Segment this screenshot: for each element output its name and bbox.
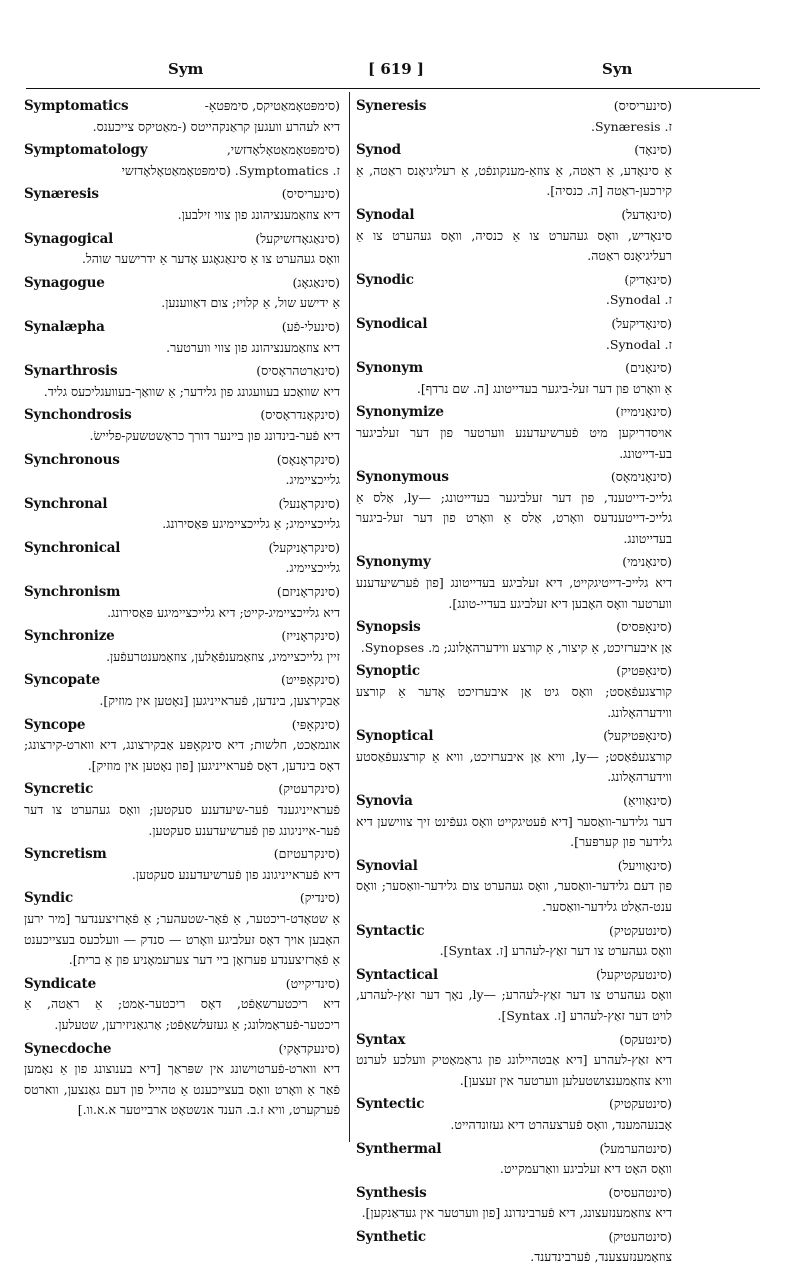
definition: וואָס געהערט צו אַ סינאַגאָגע אָדער אַ ידרישער שוהל. <box>81 251 340 267</box>
pronunciation: (סינאָד) <box>634 142 672 158</box>
entry-head <box>24 96 340 117</box>
definition: צוזאַמענזעצענד, פֿערבינדענד. <box>530 1249 672 1265</box>
entry-head <box>24 494 340 515</box>
definition: דיא גלייכציימיג-קייט; דיא גלייכציימיגע פּאַסירונג. <box>107 604 340 620</box>
dictionary-entry <box>356 1227 672 1268</box>
pronunciation: (סינאַרטהראָסיס) <box>256 363 340 379</box>
pronunciation: (סינקאָנדראָסיס) <box>260 407 340 423</box>
dictionary-entry <box>356 726 672 788</box>
entry-head <box>356 96 672 117</box>
entry-head <box>24 538 340 559</box>
pronunciation: (סינקראָנייז) <box>281 628 340 644</box>
headword: Syntactical <box>356 966 438 983</box>
entry-head <box>24 888 340 909</box>
dictionary-entry <box>356 358 672 399</box>
headword: Synopsis <box>356 619 421 636</box>
headword: Synod <box>356 142 401 159</box>
dictionary-entry <box>356 791 672 853</box>
definition: דיא פֿעראייניגונג פון פֿערשיעדענע סעקטען. <box>131 866 340 882</box>
definition: גלייכציימיג; אַ גלייכציימיגע פּאַסירונג. <box>162 516 340 532</box>
headword: Synchronical <box>24 539 121 556</box>
definition: דיא ווארט-פֿערטוישונג אין שפּראַך [דיא בענוצונג פון אַ נאָמען פֿאַר אַ וואָרט וואָס בעצייכענט אַ טהייל פון דעם גאַנצען, ווארטס פֿערקערט, וויא ז.ב. הענד אנשטאָט ארבייטער א.א.וו.] <box>24 1061 340 1118</box>
headword: Syncope <box>24 716 86 733</box>
pronunciation: (סינאָדיק) <box>624 271 672 287</box>
left-column <box>24 96 340 1156</box>
entry-head <box>356 1139 672 1160</box>
entry-head <box>24 626 340 647</box>
definition: גלייכ-דייטענד, פון דער זעלביגער בעדייטונג; —ly, אַלס אַ גלייכ-דייטענדעס וואָרט, אַלס אַ וואָרט פון דער זעל-ביגער בעדייטונג. <box>356 489 672 546</box>
pronunciation: (סינעקדאָקי) <box>278 1040 340 1056</box>
entry-head <box>24 450 340 471</box>
pronunciation: (סינאָפּסיס) <box>616 619 672 635</box>
dictionary-entry <box>24 184 340 225</box>
headword: Synoptic <box>356 663 420 680</box>
dictionary-entry <box>24 494 340 535</box>
pronunciation: (סינעריסיס) <box>613 98 672 113</box>
entry-head <box>356 140 672 161</box>
pronunciation: (סינטהערמעל) <box>599 1140 672 1156</box>
headword: Syntectic <box>356 1096 425 1113</box>
dictionary-entry <box>356 140 672 202</box>
dictionary-entry <box>356 205 672 267</box>
entry-head <box>356 661 672 682</box>
definition: דיא צוזאַמענציהונג פון צווי זילבען. <box>177 206 340 222</box>
entry-head <box>356 270 672 291</box>
dictionary-entry <box>24 974 340 1036</box>
entry-head <box>356 1030 672 1051</box>
definition: קורצגעפֿאַסט; וואָס גיט אַן איבערזיכט אָדער אַ קורצע ווידערהאָלונג. <box>356 684 672 720</box>
headword: Synodical <box>356 315 428 332</box>
pronunciation: (סינעריסיס) <box>281 186 340 202</box>
pronunciation: (סינטהעטיק) <box>608 1228 672 1244</box>
pronunciation: (סינדיק) <box>299 890 340 906</box>
pronunciation: (סימפּטאָמאַטיקס, סימפּטאָ- <box>204 98 340 113</box>
headword: Syncopate <box>24 672 100 689</box>
definition: אַ סינאָדע, אַ ראַטה, אַ צוזאַ-מענקונפֿט, אַ רעליגיאָנס ראַטה, אַ קירכען-ראַטה [ה. כנסיה]. <box>356 162 672 199</box>
headword: Synovia <box>356 793 413 809</box>
definition: דיא זאַץ-לעהרע [דיא אַבטהיילונג פון גראַמאַטיק וועלכע לערנט וויא צוזאַמענצושטעלען ווערטער אין זעצען]. <box>356 1052 672 1088</box>
definition: פֿעראייניגענד פֿער-שיעדענע סעקטען; וואָס געהערט צו דער פֿער-אייניגונג פון פֿערשיעדענע סעקטען. <box>24 802 340 838</box>
pronunciation: (סינאַגאָג) <box>292 274 340 290</box>
entry-head <box>24 1039 340 1060</box>
headword: Synonym <box>356 360 423 377</box>
definition: וואָס געהערט צו דער זאַץ-לעהרע; —ly, נאָך דער זאַץ-לעהרע, לויט דער זאַץ-לעהרע [ז. Syntax]. <box>356 987 672 1023</box>
pronunciation: (סינאָדיקעל) <box>611 315 672 331</box>
dictionary-entry <box>24 888 340 970</box>
dictionary-entry <box>356 965 672 1027</box>
entry-head <box>24 715 340 736</box>
pronunciation: (סינאָפּטיק) <box>616 663 672 679</box>
dictionary-entry <box>356 96 672 137</box>
dictionary-entry <box>356 1030 672 1092</box>
headword: Syntax <box>356 1031 406 1048</box>
dictionary-entry <box>24 1039 340 1121</box>
entry-head <box>356 791 672 812</box>
definition: דיא לעהרע וועגען קראַנקהייטס (-מאַטיקס צייכענס. <box>92 118 340 134</box>
entry-head <box>24 184 340 205</box>
definition: אַ שטאָדט-ריכטער, אַ פֿאָר-שטעהער; אַ פֿאָרזיצענדער [מיר ירען האָבען אויך דאָס זעלביגע וואָרט — סנדק — וועלכעס בעצייכענט אַ פֿאָרזיצענדע פערזאָן ביי דער צערעמאָניע פון אַ ברית]. <box>24 910 340 968</box>
definition: וואָס האָט דיא זעלביגע וואַרעמקייט. <box>499 1161 672 1177</box>
definition: גלייכציימיג. <box>285 560 340 576</box>
headword: Synarthrosis <box>24 363 118 380</box>
dictionary-entry <box>24 582 340 623</box>
entry-head <box>356 921 672 942</box>
pronunciation: (סינאָוויאַ) <box>623 793 672 808</box>
running-head-right: Syn <box>602 60 633 78</box>
pronunciation: (סינאָנימאָס) <box>610 469 672 485</box>
headword: Synalæpha <box>24 318 105 335</box>
pronunciation: (סינטהעסיס) <box>608 1184 672 1200</box>
dictionary-entry <box>356 661 672 723</box>
definition: דיא פֿער-בינדונג פון ביינער דורך כראַשטשעק-פליישׂ. <box>89 427 340 443</box>
pronunciation: (סינקראָניקעל) <box>268 539 340 555</box>
dictionary-entry <box>24 450 340 491</box>
entry-head <box>356 1094 672 1115</box>
entry-head <box>356 856 672 877</box>
dictionary-entry <box>356 552 672 614</box>
header-rule <box>26 88 760 89</box>
page-number: [ 619 ] <box>368 60 424 78</box>
dictionary-entry <box>356 314 672 355</box>
definition: דיא צוזאַמענזעצונג, דיא פֿערבינדונג [פון ווערטער אין געדאַנקען]. <box>361 1205 672 1221</box>
pronunciation: (סינאָנים) <box>625 360 672 376</box>
headword: Synthesis <box>356 1184 427 1201</box>
dictionary-entry <box>24 538 340 579</box>
entry-head <box>24 779 340 800</box>
headword: Synchronism <box>24 584 121 601</box>
pronunciation: (סינקראָנאָס) <box>276 451 340 467</box>
entry-head <box>24 974 340 995</box>
definition: אונמאַכט, חלשות; דיא סינקאָפּע אַבקירצונג, דיא ווארט-קירצונג; דאָס בינדען, דאָס פֿעראייניגען [פון נאָטען אין מוזיק]. <box>24 737 340 773</box>
dictionary-entry <box>356 617 672 658</box>
entry-head <box>24 670 340 691</box>
entry-head <box>356 467 672 488</box>
entry-head <box>356 965 672 986</box>
headword: Synthermal <box>356 1140 442 1157</box>
pronunciation: (סינקרעטיק) <box>278 781 340 797</box>
headword: Synchronize <box>24 628 115 645</box>
pronunciation: (סינאָפּטיקעל) <box>603 728 672 744</box>
dictionary-entry <box>24 626 340 667</box>
pronunciation: (סינטעקס) <box>619 1031 672 1047</box>
pronunciation: (סינאָנימי) <box>622 554 672 570</box>
headword: Symptomatics <box>24 98 129 114</box>
entry-head <box>356 552 672 573</box>
entry-head <box>24 405 340 426</box>
headword: Synodic <box>356 271 414 288</box>
entry-head <box>356 726 672 747</box>
pronunciation: (סימפּטאָמאַטאָלאָדזשי, <box>226 142 340 158</box>
pronunciation: (סינאַגאָדזשיקעל) <box>255 230 340 246</box>
headword: Syndicate <box>24 975 96 992</box>
dictionary-entry <box>24 670 340 711</box>
entry-head <box>356 402 672 423</box>
definition: זיין גלייכציימיג, צוזאַמענפֿאַלען, צוזאַמענטרעפֿען. <box>106 648 340 664</box>
definition: דיא שוואַכע בעוועגונג פון גלידער; אַ שוואַך-בעוועגליכעס גליד. <box>43 383 340 399</box>
dictionary-entry <box>356 921 672 962</box>
definition: ז. Synodal. <box>605 292 672 308</box>
right-column <box>356 96 672 1265</box>
column-divider <box>349 92 350 1142</box>
definition: קורצגעפֿאַסט; —ly, וויא אַן איבערזיכט, וויא אַ קורצגעפֿאַסטע ווידערהאָלונג. <box>356 748 672 785</box>
headword: Synagogue <box>24 274 105 291</box>
dictionary-entry <box>24 715 340 777</box>
entry-head <box>24 844 340 865</box>
entry-head <box>24 582 340 603</box>
pronunciation: (סינקאָפּייט) <box>280 672 340 688</box>
dictionary-entry <box>356 467 672 549</box>
definition: אַ ידישע שול, אַ קלויז; צום דאַווענען. <box>161 295 340 311</box>
pronunciation: (סינדיקייט) <box>285 975 340 991</box>
definition: פון דעם גלידער-וואַסער, וואָס געהערט צום גלידער-וואַסער; וואָס ענט-האַלט גלידער-וואַסער. <box>356 878 672 914</box>
definition: דיא צוזאַמענציהונג פון צווי ווערטער. <box>166 339 340 355</box>
definition: וואָס געהערט צו דער זאַץ-לעהרע [ז. Syntax]. <box>439 943 672 959</box>
definition: אויסדריקען מיט פֿערשיעדענע ווערטער פון דער זעלביגער בע-דייטונג. <box>356 424 672 461</box>
headword: Synodal <box>356 206 415 223</box>
definition: גלייכציימיג. <box>285 472 340 488</box>
headword: Syncretism <box>24 846 107 863</box>
dictionary-entry <box>356 270 672 311</box>
dictionary-entry <box>24 844 340 885</box>
dictionary-entry <box>24 779 340 841</box>
definition: ז. Synæresis. <box>590 118 672 134</box>
entry-head <box>356 1183 672 1204</box>
definition: סינאָדיש, וואָס געהערט צו אַ כנסיה, וואָס געהערט צו אַ רעליגיאָנס ראַטה. <box>356 227 672 264</box>
pronunciation: (סינטעקטיקעל) <box>596 966 672 982</box>
pronunciation: (סינקאָפּי) <box>291 716 340 732</box>
headword: Synchronous <box>24 451 120 468</box>
pronunciation: (סינעלי-פֿע) <box>281 318 340 334</box>
dictionary-entry <box>24 317 340 358</box>
headword: Synthetic <box>356 1228 426 1245</box>
dictionary-entry <box>356 1139 672 1180</box>
headword: Synovial <box>356 857 418 874</box>
definition: אַ וואָרט פון דער זעל-ביגער בעדייטונג [ה. שם נרדף]. <box>416 380 672 396</box>
pronunciation: (סינטעקטיק) <box>608 922 672 938</box>
definition: דיא ריכטערשאַפֿט, דאָס ריכטער-אַמט; אַ ראַטה, אַ ריכטער-פֿעראַמלונג; אַ געזעלשאַפֿט; אַרגאַניזירען, שטעלען. <box>24 996 340 1032</box>
dictionary-entry <box>24 273 340 314</box>
definition: דער גלידער-וואַסער [דיא פֿעטיגקייט וואָס געפֿינט זיך צווישען דיא גלידער פון קערפּער]. <box>356 813 672 850</box>
entry-head <box>356 205 672 226</box>
dictionary-entry <box>24 405 340 446</box>
entry-head <box>24 229 340 250</box>
definition: אַן איבערזיכט, אַ קיצור, אַ קורצע ווידערהאָלונג; מ. Synopses. <box>360 639 672 655</box>
dictionary-entry <box>24 361 340 402</box>
pronunciation: (סינטעקטיק) <box>608 1096 672 1112</box>
pronunciation: (סינאָנימייז) <box>615 404 672 420</box>
headword: Synæresis <box>24 186 99 203</box>
headword: Syntactic <box>356 922 425 939</box>
pronunciation: (סינאָוויעל) <box>617 857 672 873</box>
dictionary-entry <box>356 402 672 464</box>
dictionary-entry <box>356 856 672 918</box>
dictionary-entry <box>356 1094 672 1135</box>
headword: Syneresis <box>356 98 427 114</box>
entry-head <box>24 361 340 382</box>
headword: Synoptical <box>356 728 434 745</box>
definition: ז. Synodal. <box>605 336 672 352</box>
pronunciation: (סינקראָנעל) <box>278 495 340 511</box>
pronunciation: (סינקראָניזם) <box>276 584 340 600</box>
entry-head <box>24 273 340 294</box>
headword: Synagogical <box>24 230 114 247</box>
headword: Synecdoche <box>24 1040 112 1057</box>
dictionary-entry <box>24 229 340 270</box>
definition: ז. Symptomatics. (סימפּטאָמאַטאָלאָדזשי <box>121 162 340 178</box>
pronunciation: (סינקרעטיזם) <box>273 846 340 862</box>
headword: Synonymize <box>356 404 444 421</box>
headword: Syncretic <box>24 781 94 798</box>
pronunciation: (סינאָדעל) <box>621 206 672 222</box>
headword: Syndic <box>24 890 73 907</box>
entry-head <box>356 617 672 638</box>
definition: דיא גלייכ-דייטיגקייט, דיא זעלביגע בעדייטונג [פון פֿערשיעדענע ווערטער וואָס האָבען דיא זעלביגע בעדיי-טונג]. <box>356 575 672 611</box>
definition: אָבנעהמענד, וואָס פֿערצעהרט דיא געזונדהייט. <box>450 1116 672 1132</box>
definition: אַבקירצען, בינדען, פֿעראייניגען [נאָטען אין מוזיק]. <box>99 693 340 709</box>
entry-head <box>356 314 672 335</box>
dictionary-entry <box>24 140 340 181</box>
headword: Synonymous <box>356 469 449 486</box>
dictionary-entry <box>24 96 340 137</box>
entry-head <box>24 317 340 338</box>
headword: Synonymy <box>356 554 431 571</box>
headword: Synchondrosis <box>24 407 132 424</box>
dictionary-entry <box>356 1183 672 1224</box>
headword: Synchronal <box>24 495 108 512</box>
entry-head <box>356 358 672 379</box>
entry-head <box>24 140 340 161</box>
headword: Symptomatology <box>24 142 148 159</box>
running-head-left: Sym <box>168 60 204 78</box>
entry-head <box>356 1227 672 1248</box>
